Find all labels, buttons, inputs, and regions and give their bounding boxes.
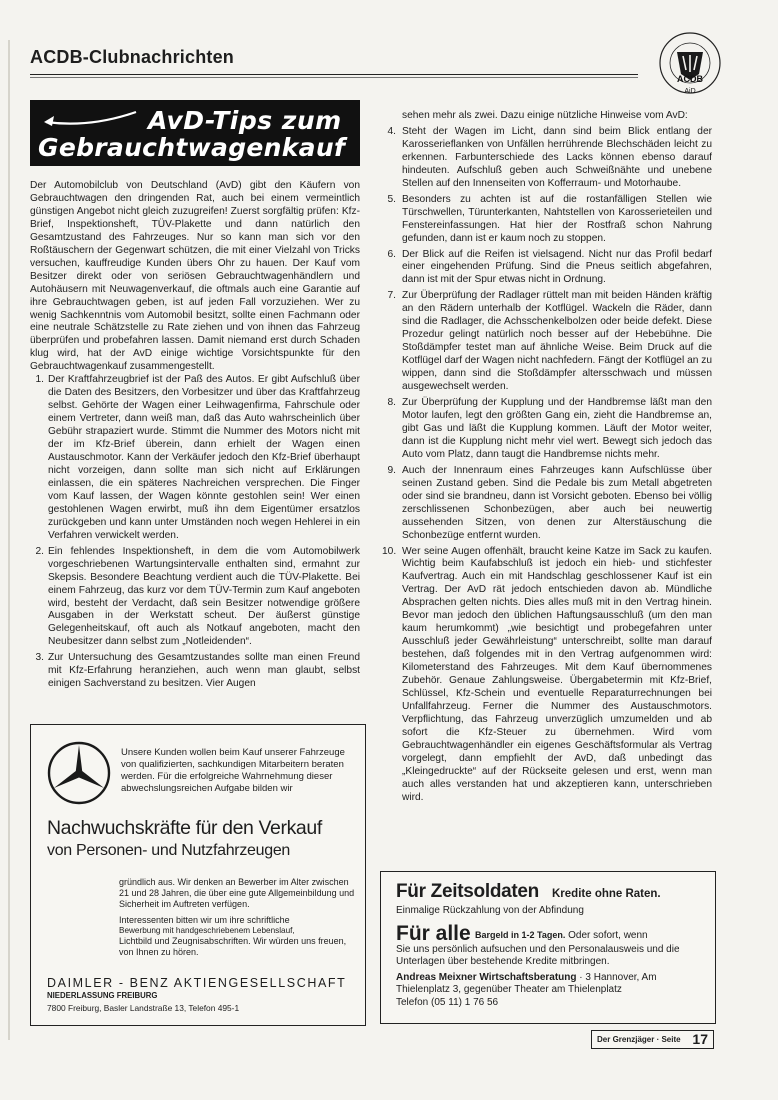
article-banner <box>30 100 360 166</box>
page-footer <box>591 1030 714 1049</box>
tip-item <box>382 194 712 246</box>
daimler-benz-job-ad <box>30 724 366 1026</box>
banner-title-line2: Gebrauchtwagenkauf <box>38 133 346 162</box>
footer-label: Der Grenzjäger · Seite <box>597 1035 681 1044</box>
tip-item <box>30 374 360 542</box>
ad-subheadline: von Personen- und Nutzfahrzeugen <box>47 842 291 859</box>
tip-item <box>382 290 712 394</box>
article-column-left <box>30 180 360 694</box>
tip-text: Auch der Innenraum eines Fahrzeuges kann Aufschlüsse über seinen Zustand geben. Sind die Pedale bis zum Metall abgetreten oder sind sie brandneu, dann ist Vorsicht geboten. Ebenso bei völlig zerschlissenen Schonbezügen, aber auch bei neuwertig aussehenden Sitzen, von denen zur Alterstäuschung die Schonbezüge entfernt wurden. <box>402 464 712 541</box>
tip-text: Zur Untersuchung des Gesamtzustandes sollte man einen Freund mit Kfz-Erfahrung heranziehen, auch wenn man glaubt, selbst einigen Sachverstand zu besitzen. Vier Augen <box>48 652 360 690</box>
ad-body <box>119 877 359 958</box>
article-intro: Der Automobilclub von Deutschland (AvD) gibt den Käufern von Gebrauchtwagen den dringenden Rat, auch bei einem vermeintlich günstigen Angebot nicht gleich zuzugreifen! Zuerst sorgfältig prüfen: Kfz-Brief, Inspektionsheft, TÜV-Plakette und dann natürlich den Gesamtzustand des Fahrzeuges. Nur so kann man sich vor den Roßtäuschern der Gegenwart schützen, die mit einer Vielzahl von Tricks versuchen, kauffreudige Kunden übers Ohr zu hauen. Der Kauf vom Besitzer direkt oder von seriösen Gebrauchtwagenhändlern und Autohäusern mit Neuwagenverkauf, die oftmals auch eine Garantie auf ihre Gebrauchtwagen geben, ist auf jeden Fall vorzuziehen. Wer zu wenig Sachkenntnis vom Automobil besitzt, sollte einen Fachmann oder eine neutrale Schätzstelle zu Rate ziehen und von ihnen das Fahrzeug überprüfen und probefahren lassen. Damit niemand erst durch Schaden klug wird, hat der AvD einige wichtige Vorsichtspunkte für den Gebrauchtwagenkauf zusammengestellt. <box>30 180 360 373</box>
ad-firm-phone: Telefon (05 11) 1 76 56 <box>396 996 499 1008</box>
tip-text: Steht der Wagen im Licht, dann sind beim Blick entlang der Karosserieflanken von Unfällen herrührende Blechschäden leicht zu erkennen. Farbunterschiede des Lacks können ebenso darauf hindeuten. Aufschluß geben auch Schweißnähte und unebene Stellen auf den Innenseiten von Kofferraum- und Motorhaube. <box>402 125 712 189</box>
tip-item <box>382 126 712 191</box>
meixner-credit-ad <box>380 871 716 1024</box>
ad-body-application-b: Bewerbung mit handgeschriebenem Lebenslauf, <box>119 925 295 935</box>
tip-text: Wer seine Augen offenhält, braucht keine Katze im Sack zu kaufen. Wichtig beim Kaufabschluß ist jedoch ein hieb- und stichfester Kaufvertrag. Auch ein mit Handschlag geschlossener Kauf ist ein Vertrag. Der AvD rät jedoch entschieden davon ab. Mündliche Absprachen gelten nichts. Dies alles muß mit in den Vertrag hinein. Bevor man jedoch den üblichen Haftungsausschluß (um den man kaum herumkommt) „wie besichtigt und probegefahren unter Ausschluß jeder Gewährleistung“ unterschreibt, sollte man darauf bestehen, daß folgendes mit in den Vertrag aufgenommen wird: Kilometerstand des Fahrzeuges. Mit dem Kauf übernommenes Zubehör. Genaue Zahlungsweise. Übergabetermin mit Kfz-Brief, Schlüssel, Kfz-Schein und eventuelle Reparaturrechnungen bei Unfallfahrzeug. Ferner die Nummer des Austauschmotors. Verpflichtung, das Fahrzeug unverzüglich umzumelden und ab sofort die Kfz-Steuer zu übernehmen. Wird vom Gebrauchtwagenhändler ein eigenes Geschäftsformular als Vertrag vorgelegt, dann empfiehlt der AvD, daß unbedingt das „Kleingedruckte“ auf der Rückseite gelesen und erst, wenn man auch alles verstanden hat und akzeptieren kann, unterschrieben wird. <box>402 545 712 803</box>
ad-repayment-line: Einmalige Rückzahlung von der Abfindung <box>396 905 584 916</box>
tip-text: Besonders zu achten ist auf die rostanfälligen Stellen wie Türschwellen, Türunterkanten, Nahtstellen von Karosserieteilen und Fenstereinfassungen. Hat hier der Rostfraß schon Nahrung gefunden, dann ist er kaum noch zu stoppen. <box>402 193 712 244</box>
tip-text: Zur Überprüfung der Radlager rüttelt man mit beiden Händen kräftig an den Rädern unterhalb der Kotflügel. Wackeln die Räder, dann sind die Radlager, die Achsschenkelbolzen oder beide defekt. Diese Prozedur gelingt natürlich noch besser auf der Hebebühne. Die Stoßdämpfer testet man auf ähnliche Weise. Beim Druck auf die Kotflügel darf der Wagen nicht nachfedern. Fängt der Kotflügel an zu wippen, dann sind die Stoßdämpfer altersschwach und müssen ausgewechselt werden. <box>402 290 712 393</box>
tip-number: 1. <box>35 374 44 386</box>
ad-headline-kredite: Kredite ohne Raten. <box>552 888 661 900</box>
tip-item <box>30 652 360 691</box>
tip-item <box>382 397 712 462</box>
section-title: ACDB-Clubnachrichten <box>30 47 235 67</box>
seal-sub: AiD <box>684 88 696 95</box>
tip-item <box>30 546 360 650</box>
ad-cash-bold: Bargeld in 1-2 Tagen. <box>475 930 566 940</box>
ad-cash-tail: Oder sofort, wenn <box>565 930 648 941</box>
tip-number: 6. <box>387 248 396 260</box>
swoosh-arrow-icon <box>40 108 140 130</box>
tips-list-left <box>30 374 360 691</box>
page-number: 17 <box>692 1031 708 1047</box>
ad-body-application-c: Lichtbild und Zeugnisabschriften. Wir würden uns freuen, von Ihnen zu hören. <box>119 935 347 958</box>
tip-number: 7. <box>387 290 396 302</box>
tip-number: 9. <box>387 464 396 476</box>
header-rule-thin <box>30 77 638 78</box>
tip-number: 3. <box>35 652 44 664</box>
ad-body-requirements: gründlich aus. Wir denken an Bewerber im Alter zwischen 21 und 28 Jahren, die über eine gute Allgemeinbildung und Sicherheit im Auftreten verfügen. <box>119 877 355 910</box>
ad-cash-line <box>475 930 705 941</box>
tip-number: 2. <box>35 545 44 557</box>
ad-headline: Nachwuchskräfte für den Verkauf <box>47 817 322 839</box>
ad-headline-fuer-alle: Für alle <box>396 922 471 945</box>
article-column-right <box>382 110 712 808</box>
banner-title-line1: AvD-Tips zum <box>148 106 342 135</box>
tip-text: Der Blick auf die Reifen ist vielsagend. Nicht nur das Profil bedarf einer eingehenden Prüfung. Sind die Pneus seitlich abgefahren, dann ist mit der Spur etwas nicht in Ordnung. <box>402 248 712 286</box>
tip-text: Zur Überprüfung der Kupplung und der Handbremse läßt man den Motor laufen, legt den größten Gang ein, zieht die Handbremse an, gibt Gas und läßt die Kupplung kommen. Läuft der Motor weiter, dann ist die Kupplung nicht mehr viel wert. Bewegt sich jedoch das Auto vom Platz, dann taugt die Handbremse nichts mehr. <box>402 397 712 460</box>
tips-list-right <box>382 126 712 805</box>
tip-text: Der Kraftfahrzeugbrief ist der Paß des Autos. Er gibt Aufschluß über die Daten des Besitzers, den Vorbesitzer und über das Kraftfahrzeug selbst. Gehörte der Wagen einer Leihwagenfirma, Fahrschule oder einem Vertreter, dann weiß man, daß das Auto wahrscheinlich über Gebühr strapaziert wurde. Stimmt die Nummer des Motors nicht mit der im Kfz-Brief überein, dann erhielt der Wagen einen Austauschmotor. Kann der Verkäufer jedoch den Kfz-Brief überhaupt nicht vorzeigen, dann sollte man sich nicht auf Erklärungen einlassen, die ein späteres Nachreichen versprechen. Die Finger vom Kauf lassen, der Wagen könnte gestohlen sein! Wer einen gestohlenen Wagen erwirbt, muß ihn dem Eigentümer ersatzlos zurückgeben und kann unter Umständen noch wegen Hehlerei in ein Verfahren verwickelt werden. <box>48 374 360 541</box>
article-continuation: sehen mehr als zwei. Dazu einige nützliche Hinweise vom AvD: <box>402 110 688 121</box>
ad-body-application-a: Interessenten bitten wir um ihre schriftliche <box>119 914 290 925</box>
ad-company-name: DAIMLER - BENZ AKTIENGESELLSCHAFT <box>47 976 347 990</box>
tip-number: 5. <box>387 193 396 205</box>
mercedes-star-icon <box>46 740 112 806</box>
ad-contact <box>396 972 708 1009</box>
ad-headline-zeitsoldaten: Für Zeitsoldaten <box>396 881 539 902</box>
tip-item <box>382 249 712 288</box>
tip-number: 10. <box>382 545 397 557</box>
tip-text: Ein fehlendes Inspektionsheft, in dem die vom Automobilwerk vorgeschriebenen Wartungsintervalle enthalten sind, ermahnt zur Skepsis. Besondere Beachtung verdient auch die TÜV-Plakette. Bei einem Fahrzeug, das kurz vor dem TÜV-Termin zum Kauf angeboten wird, besteht der Verdacht, daß sein Besitzer notwendige größere Ausgaben in der Werkstatt scheut. Der äußerst günstige Gelegenheitskauf, oft auch als Notkauf angeboten, macht den Neubesitzer dann selbst zum „Notleidenden“. <box>48 545 360 648</box>
tip-number: 4. <box>387 125 396 137</box>
ad-firm-name: Andreas Meixner Wirtschaftsberatung <box>396 972 577 983</box>
ad-branch: NIEDERLASSUNG FREIBURG <box>47 991 158 1000</box>
seal-abbrev: ACDB <box>677 74 703 84</box>
tip-item <box>382 465 712 543</box>
acdb-seal-logo <box>655 30 725 100</box>
header-rule <box>30 74 638 75</box>
ad-documents-line: Sie uns persönlich aufsuchen und den Personalausweis und die Unterlagen über bestehende Kredite mitbringen. <box>396 944 680 968</box>
binding-edge <box>8 40 10 1040</box>
ad-firm-address: · 3 Hannover, Am Thielenplatz 3, gegenüber Theater am Thielenplatz <box>396 972 657 996</box>
ad-intro-text: Unsere Kunden wollen beim Kauf unserer Fahrzeuge von qualifizierten, sachkundigen Mitarbeitern beraten werden. Für die erfolgreiche Wahrnehmung dieser abwechslungsreichen Aufgabe bilden wir <box>121 747 345 794</box>
ad-address: 7800 Freiburg, Basler Landstraße 13, Telefon 495-1 <box>47 1003 240 1013</box>
tip-number: 8. <box>387 397 396 409</box>
tip-item <box>382 546 712 805</box>
